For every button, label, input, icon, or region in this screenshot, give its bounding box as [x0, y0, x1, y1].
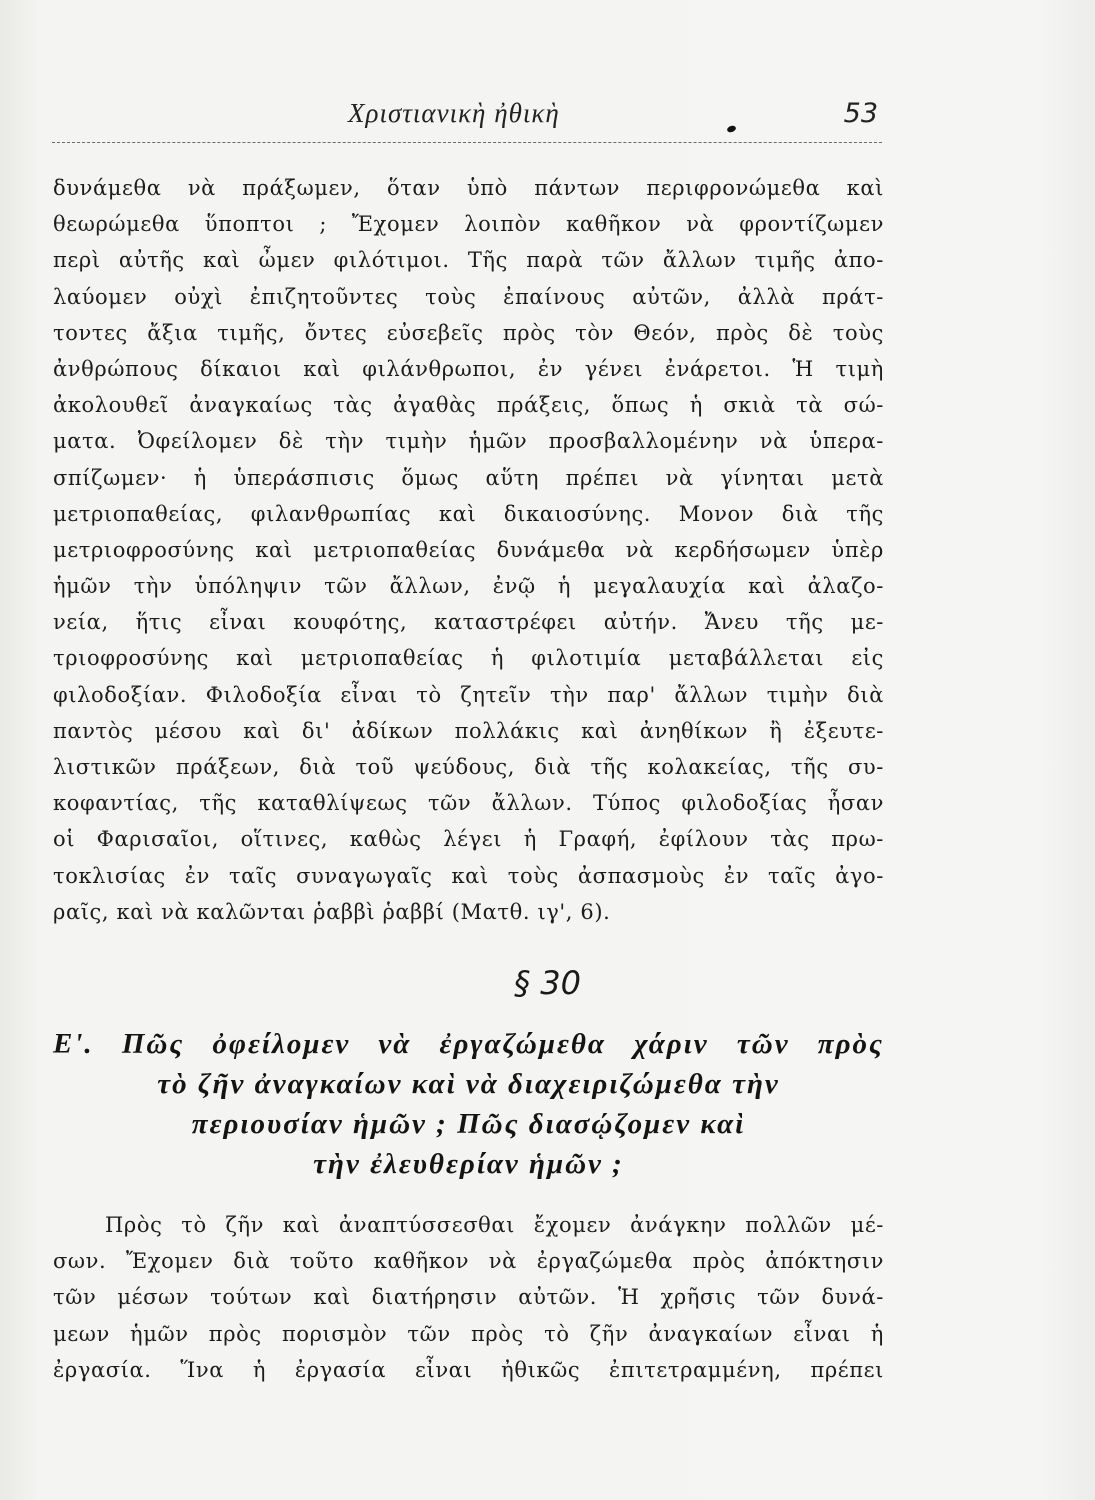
- text-line: ραῖς, καὶ νὰ καλῶνται ῥαββὶ ῥαββί (Ματθ. ιγ', 6).: [53, 899, 611, 924]
- heading-line: Ε'. Πῶς ὀφείλομεν νὰ ἐργαζώμεθα χάριν τῶν πρὸς: [53, 1028, 884, 1060]
- text-line: λιστικῶν πράξεων, διὰ τοῦ ψεύδους, διὰ τῆς κολακείας, τῆς συ-: [53, 755, 884, 779]
- running-title: Χριστιανικὴ ἠθικὴ: [348, 98, 560, 128]
- page-number: 53: [843, 98, 878, 129]
- ink-blot: [726, 125, 737, 134]
- text-line: τοντες ἄξια τιμῆς, ὄντες εὐσεβεῖς πρὸς τὸν Θεόν, πρὸς δὲ τοὺς: [53, 320, 884, 345]
- text-line: ἐργασία. Ἵνα ἡ ἐργασία εἶναι ἠθικῶς ἐπιτετραμμένη, πρέπει: [53, 1357, 884, 1382]
- section-number: § 30: [514, 964, 581, 1002]
- text-line: περὶ αὐτῆς καὶ ὦμεν φιλότιμοι. Τῆς παρὰ τῶν ἄλλων τιμῆς ἀπο-: [53, 248, 884, 273]
- text-line: σπίζωμεν· ἡ ὑπεράσπισις ὅμως αὕτη πρέπει νὰ γίνηται μετὰ: [53, 465, 884, 490]
- text-line: Πρὸς τὸ ζῆν καὶ ἀναπτύσσεσθαι ἔχομεν ἀνάγκην πολλῶν μέ-: [105, 1213, 884, 1237]
- text-line: φιλοδοξίαν. Φιλοδοξία εἶναι τὸ ζητεῖν τὴν παρ' ἄλλων τιμὴν διὰ: [53, 682, 884, 707]
- text-line: ἀκολουθεῖ ἀναγκαίως τὰς ἀγαθὰς πράξεις, ὅπως ἡ σκιὰ τὰ σώ-: [53, 393, 884, 418]
- text-line: δυνάμεθα νὰ πράξωμεν, ὅταν ὑπὸ πάντων περιφρονώμεθα καὶ: [53, 176, 884, 200]
- heading-line: τὴν ἐλευθερίαν ἡμῶν ;: [313, 1148, 624, 1180]
- heading-line: τὸ ζῆν ἀναγκαίων καὶ νὰ διαχειριζώμεθα τὴν: [157, 1068, 780, 1100]
- section-heading: [53, 1024, 884, 1184]
- text-line: μεων ἡμῶν πρὸς πορισμὸν τῶν πρὸς τὸ ζῆν ἀναγκαίων εἶναι ἡ: [53, 1321, 884, 1346]
- text-line: θεωρώμεθα ὕποπτοι ; Ἔχομεν λοιπὸν καθῆκον νὰ φροντίζωμεν: [53, 212, 884, 237]
- text-line: μετριοπαθείας, φιλανθρωπίας καὶ δικαιοσύνης. Μονον διὰ τῆς: [53, 501, 884, 526]
- text-line: σων. Ἔχομεν διὰ τοῦτο καθῆκον νὰ ἐργαζώμεθα πρὸς ἀπόκτησιν: [53, 1249, 884, 1274]
- text-line: τῶν μέσων τούτων καὶ διατήρησιν αὐτῶν. Ἡ χρῆσις τῶν δυνά-: [53, 1285, 884, 1310]
- paragraph-work: [53, 1207, 884, 1388]
- text-line: τοκλισίας ἐν ταῖς συναγωγαῖς καὶ τοὺς ἀσπασμοὺς ἐν ταῖς ἀγο-: [53, 863, 884, 888]
- text-line: ἡμῶν τὴν ὑπόληψιν τῶν ἄλλων, ἐνῷ ἡ μεγαλαυχία καὶ ἀλαζο-: [53, 574, 884, 599]
- paragraph-honor: [53, 170, 884, 930]
- text-line: κοφαντίας, τῆς καταθλίψεως τῶν ἄλλων. Τύπος φιλοδοξίας ἦσαν: [53, 791, 884, 816]
- text-line: οἱ Φαρισαῖοι, οἵτινες, καθὼς λέγει ἡ Γραφή, ἐφίλουν τὰς πρω-: [53, 827, 884, 852]
- heading-line: περιουσίαν ἡμῶν ; Πῶς διασῴζομεν καὶ: [191, 1108, 746, 1140]
- text-line: μετριοφροσύνης καὶ μετριοπαθείας δυνάμεθα νὰ κερδήσωμεν ὑπὲρ: [53, 537, 884, 562]
- text-line: νεία, ἥτις εἶναι κουφότης, καταστρέφει αὐτήν. Ἄνευ τῆς με-: [53, 610, 884, 635]
- page-header: [52, 98, 882, 143]
- text-line: λαύομεν οὐχὶ ἐπιζητοῦντες τοὺς ἐπαίνους αὐτῶν, ἀλλὰ πράτ-: [53, 284, 884, 309]
- text-line: παντὸς μέσου καὶ δι' ἀδίκων πολλάκις καὶ ἀνηθίκων ἢ ἐξευτε-: [53, 718, 884, 743]
- text-line: τριοφροσύνης καὶ μετριοπαθείας ἡ φιλοτιμία μεταβάλλεται εἰς: [53, 646, 884, 671]
- text-line: ἀνθρώπους δίκαιοι καὶ φιλάνθρωποι, ἐν γένει ἐνάρετοι. Ἡ τιμὴ: [53, 356, 884, 381]
- text-line: ματα. Ὀφείλομεν δὲ τὴν τιμὴν ἡμῶν προσβαλλομένην νὰ ὑπερα-: [53, 429, 884, 454]
